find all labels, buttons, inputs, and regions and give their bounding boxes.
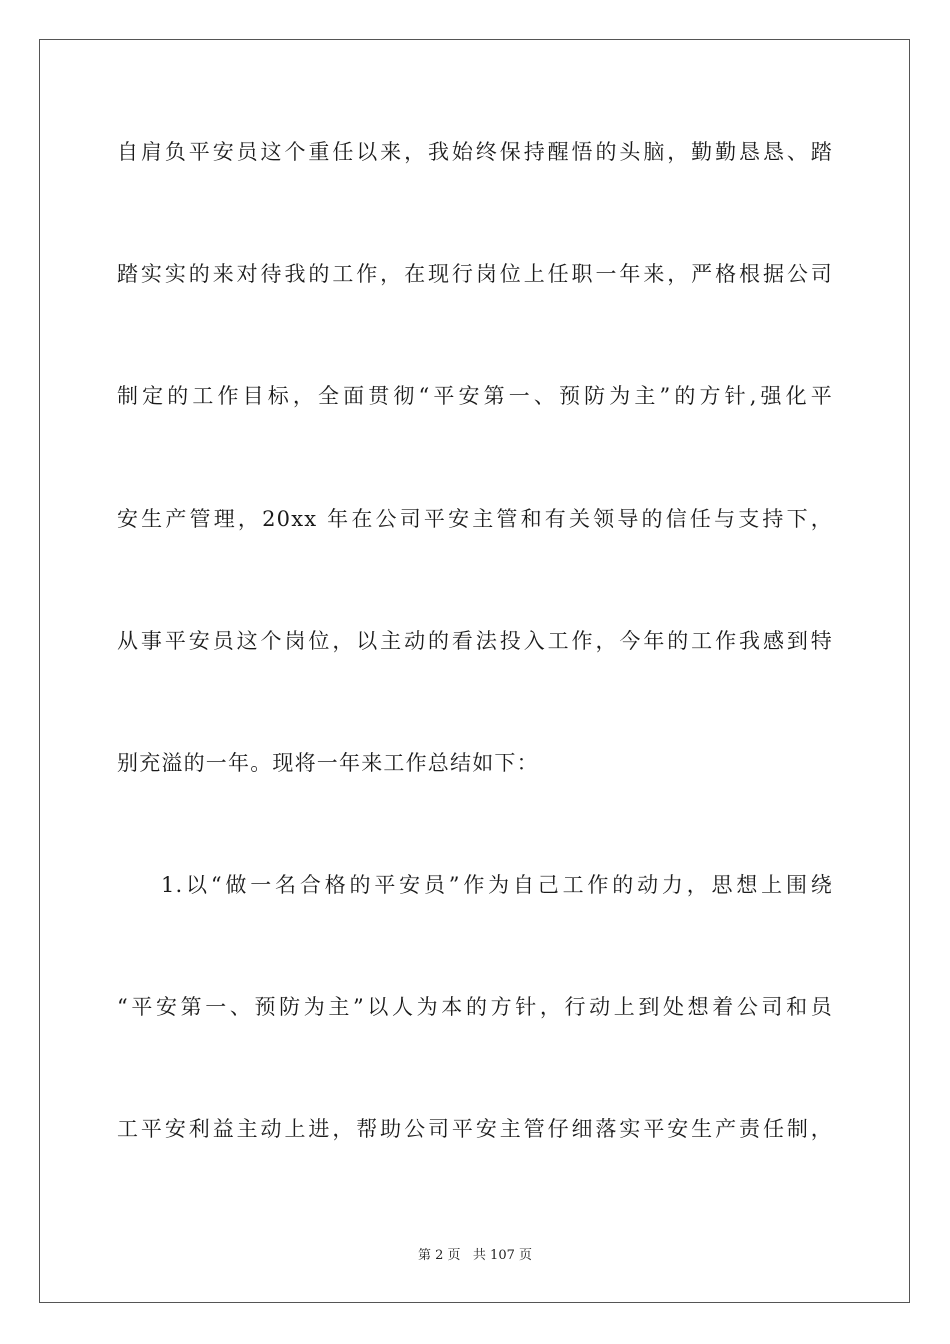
text-line: 踏实实的来对待我的工作，在现行岗位上任职一年来，严格根据公司 — [117, 262, 833, 286]
page-number-footer: 第 2 页 共 107 页 — [417, 1248, 532, 1263]
text-line: 从事平安员这个岗位，以主动的看法投入工作，今年的工作我感到特 — [117, 629, 833, 653]
text-line: 工平安利益主动上进，帮助公司平安主管仔细落实平安生产责任制， — [117, 1117, 833, 1141]
text-line-indented: 1.以“做一名合格的平安员”作为自己工作的动力，思想上围绕 — [161, 873, 833, 897]
text-line: 制定的工作目标，全面贯彻“平安第一、预防为主”的方针,强化平 — [117, 384, 833, 408]
text-line: “平安第一、预防为主”以人为本的方针，行动上到处想着公司和员 — [117, 995, 833, 1019]
text-line: 别充溢的一年。现将一年来工作总结如下： — [117, 751, 539, 775]
text-line: 自肩负平安员这个重任以来，我始终保持醒悟的头脑，勤勤恳恳、踏 — [117, 140, 833, 164]
text-line: 安生产管理，20xx 年在公司平安主管和有关领导的信任与支持下， — [117, 507, 833, 531]
